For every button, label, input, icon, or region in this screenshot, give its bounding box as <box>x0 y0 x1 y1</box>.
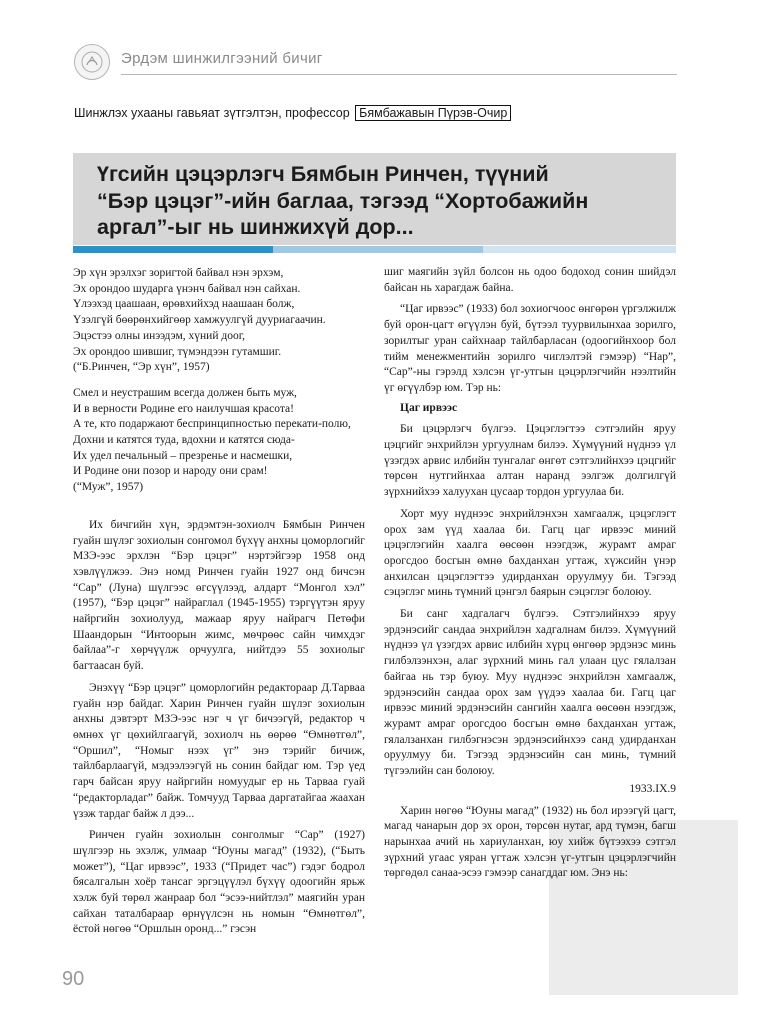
epigraph-mongolian <box>73 266 365 376</box>
title-accent-bar-light <box>483 246 676 253</box>
poem-line: Үлээхэд цаашаан, өрөвхийхэд наашаан болж, <box>73 298 295 311</box>
paragraph: Ринчен гуайн зохиолын сонголмыг “Сар” (1927) шүлгээр нь эхэлж, улмаар “Юуны магад” (1932), (“Быть может”), “Цаг ирвээс”, 1933 (“Придет час”) гэдэг бодрол бясалгалын хоёр тансаг эргэцүүлэл бүхүү одоогийн ярьж хэлж буй төрөл жанраар бол “эсээ-нийтлэл” маягийн уран сайхан таталбараар өрнүүлсэн нь номын “Өмнөтгөл”, ёстой нөгөө “Оршлын оронд...” гэсэн <box>73 829 365 936</box>
epigraph-russian <box>73 386 365 496</box>
poem-line: И в верности Родине его наилучшая красота! <box>73 402 294 415</box>
author-prefix: Шинжлэх ухааны гавьяат зүтгэлтэн, профессор <box>74 106 350 120</box>
poem-source: (“Б.Ринчен, “Эр хүн”, 1957) <box>73 361 210 374</box>
poem-line: И Родине они позор и народу они срам! <box>73 465 268 478</box>
author-line <box>74 106 511 120</box>
left-column <box>73 266 365 938</box>
poem-line: Эцэстээ олны инээдэм, хүний доог, <box>73 329 246 342</box>
paragraph: шиг маягийн зүйл болсон нь одоо бодоход сонин шийдэл байсан нь харагдаж байна. <box>384 266 676 294</box>
poem-line: А те, кто подаржают беспринципностью перекати-полю, <box>73 418 351 431</box>
article-title <box>73 153 676 241</box>
verse-paragraph: Би санг хадгалагч бүлгээ. Сэтгэлийнхээ яруу эрдэнэсийг сандаа энхрийлэн хадгалнам билээ. Хүмүүний нүднээ үл үзэгдэх арвис илбийн хүрц өнгөөр эрдэнэс минь гилбэлзэнхэн, алаг зүрхний минь гал улаан цус гялалзан байгаа нь тэр буюу. Муу нүднээс энхрийлэн хамгаалж, эрдэнэсийн сандаа орох зам үүдээ хаалаа би. Гагц цаг ирвээс миний эрдэнэсийн сангийн хаалга өөсөөн нээгдэж, журамт амраг орогсдоо босгын өмнө бахданхан угтаж, гялалзанхан гилбэгнэсэн эрдэнэсийнхээ санд удирданхан оруулмуу би. Тэгээд эрдэнэсийн сан минь, түмний түгээлийн сан болоюу. <box>384 608 676 778</box>
poem-line: Эх орондоо шившиг, түмэндээн гутамшиг. <box>73 345 282 358</box>
paragraph: Энэхүү “Бэр цэцэг” цоморлогийн редактораар Д.Тарваа гуайн нэр байдаг. Харин Ринчен гуайн шүлэг зохиолын анхны дэвтэрт МЗЭ-ээс нэг ч үг бичээгүй, редактор ч өмнөх үг цөхийлгаагүй, зохиолч нь өөрөө “Өмнөтгөл”, “Оршил”, “Номыг нээх үг” энэ тэрийг бичиж, тайлбарлаагүй, мэдээлээгүй нь сонин байдаг юм. Тэр үед гарч байсан яруу найргийн номуудыг ер нь Тарваа гуай “редакторладаг” байж. Томчууд Тарваа даргатайгаа жаахан үзэж тардаг байж л дээ... <box>73 681 365 820</box>
right-column <box>384 265 676 882</box>
poem-line: Их удел печальный – презренье и насмешки, <box>73 449 293 462</box>
title-accent-bar-dark <box>73 246 273 253</box>
author-name: Бямбажавын Пүрэв-Очир <box>355 105 511 121</box>
poem-line: Смел и неустрашим всегда должен быть муж, <box>73 386 297 399</box>
verse-paragraph: Би цэцэрлэгч бүлгээ. Цэцэглэгтээ сэтгэлийн яруу цэцгийг энхрийлэн ургуулнам билээ. Хүмүүний нүднээ үл үзэгдэх арвис илбийн тунгалаг өнгөт сэтгэлийнхээ цэцгийг төрсөн нутгийнхаа алтан наранд ээлгэж долгилгүй зүрхнийхээ халуухан цусаар тордон ургуулаа би. <box>384 423 676 499</box>
title-accent-bar-mid <box>273 246 483 253</box>
title-line-3: аргал”-ыг нь шинжихүй дор... <box>97 215 414 239</box>
page-number: 90 <box>62 968 85 990</box>
poem-line: Эх орондоо шударга үнэнч байвал нэн сайхан. <box>73 282 301 295</box>
poem-line: Үзэлгүй бөөрөнхийгөөр хамжуулгүй дууриагаачин. <box>73 314 326 327</box>
poem-line: Дохни и катятся туда, вдохни и катятся сюда- <box>73 434 295 447</box>
poem-source: (“Муж”, 1957) <box>73 481 144 494</box>
poem-line: Эр хүн эрэлхэг зоригтой байвал нэн эрхэм, <box>73 267 284 279</box>
verse-paragraph: Хорт муу нүднээс энхрийлэнхэн хамгаалж, цэцэглэгт орох зам үүд хаалаа би. Гагц цаг ирвээс миний цэцэглэгийн хаалга өөсөөн нээгдэж, журамт амраг орогсдоо босгын өмнө бахданхан угтаж, хүжсийн үнэр анхилсан цэцэглэгтээ удирданхан оруулмуу би. Тэгээд сэцэглэг минь түмний цэнгэл баярын сэцэглэг болоюу. <box>384 507 676 599</box>
journal-title: Эрдэм шинжилгээний бичиг <box>121 50 323 67</box>
verse-date: 1933.IX.9 <box>629 782 676 795</box>
article-title-box <box>73 153 676 245</box>
paragraph: “Цаг ирвээс” (1933) бол зохиогчоос өнгөрөн үргэлжилж буй орон-цагт өгүүлэн буй, бүтээл туурвилынхаа зорилго, зорилтыг уран сайхнаар тайлбарласан (одоогийнхоор бол тийм менежментийн зорилго чиглэлтэй гэмээр) “Нар”, “Сар”-ны гэрэлд хэлсэн үг-утгын цэцэрлэгчийн нээлтийн үг өгүүлбэр юм. Тэр нь: <box>384 303 676 394</box>
title-line-1: Үгсийн цэцэрлэгч Бямбын Ринчен, түүний <box>97 162 549 186</box>
paragraph: Харин нөгөө “Юуны магад” (1932) нь бол ирээгүй цагт, магад чанарын дор эх орон, төрсөн нутаг, ард түмэн, багш нарынхаа ачий нь хариуланхан, юу хийж бүтээхээ сэтгэл зүрхний угаас уяран үгтаж хэлсэн үг-утгын цэцэрлэгчийн төргөдөл санаа-эсээ гэмээр санагддаг юм. Энэ нь: <box>384 804 676 880</box>
paragraph: Их бичгийн хүн, эрдэмтэн-зохиолч Бямбын Ринчен гуайн шүлэг зохиолын сонгомол бүхүү анхны цоморлогийг МЗЭ-ээс эрхлэн “Бэр цэцэг” нэртэйгээр 1958 онд хэвлүүлжээ. Энэ номд Ринчен гуайн 1927 онд бичсэн “Сар” (Луна) шүлгээс өгсүүлээд, алдарт “Монгол хэл” (1957), “Бэр цэцэг” найраглал (1945-1955) тэргүүтэн яруу найргийн зохиолууд, мажаар яруу найрагч Петөфи Шаандорын “Интоорын жимс, мөчрөөс сайн чимхдэг байлаа”-г хөрчүүлж орчуулга, нийтдээ 55 зохиолыг багтаасан буй. <box>73 518 365 673</box>
journal-logo-icon <box>74 44 110 80</box>
title-line-2: “Бэр цэцэг”-ийн баглаа, тэгээд “Хортобажийн <box>97 188 589 213</box>
header-divider <box>121 74 677 75</box>
verse-subheading: Цаг ирвээс <box>400 401 458 414</box>
